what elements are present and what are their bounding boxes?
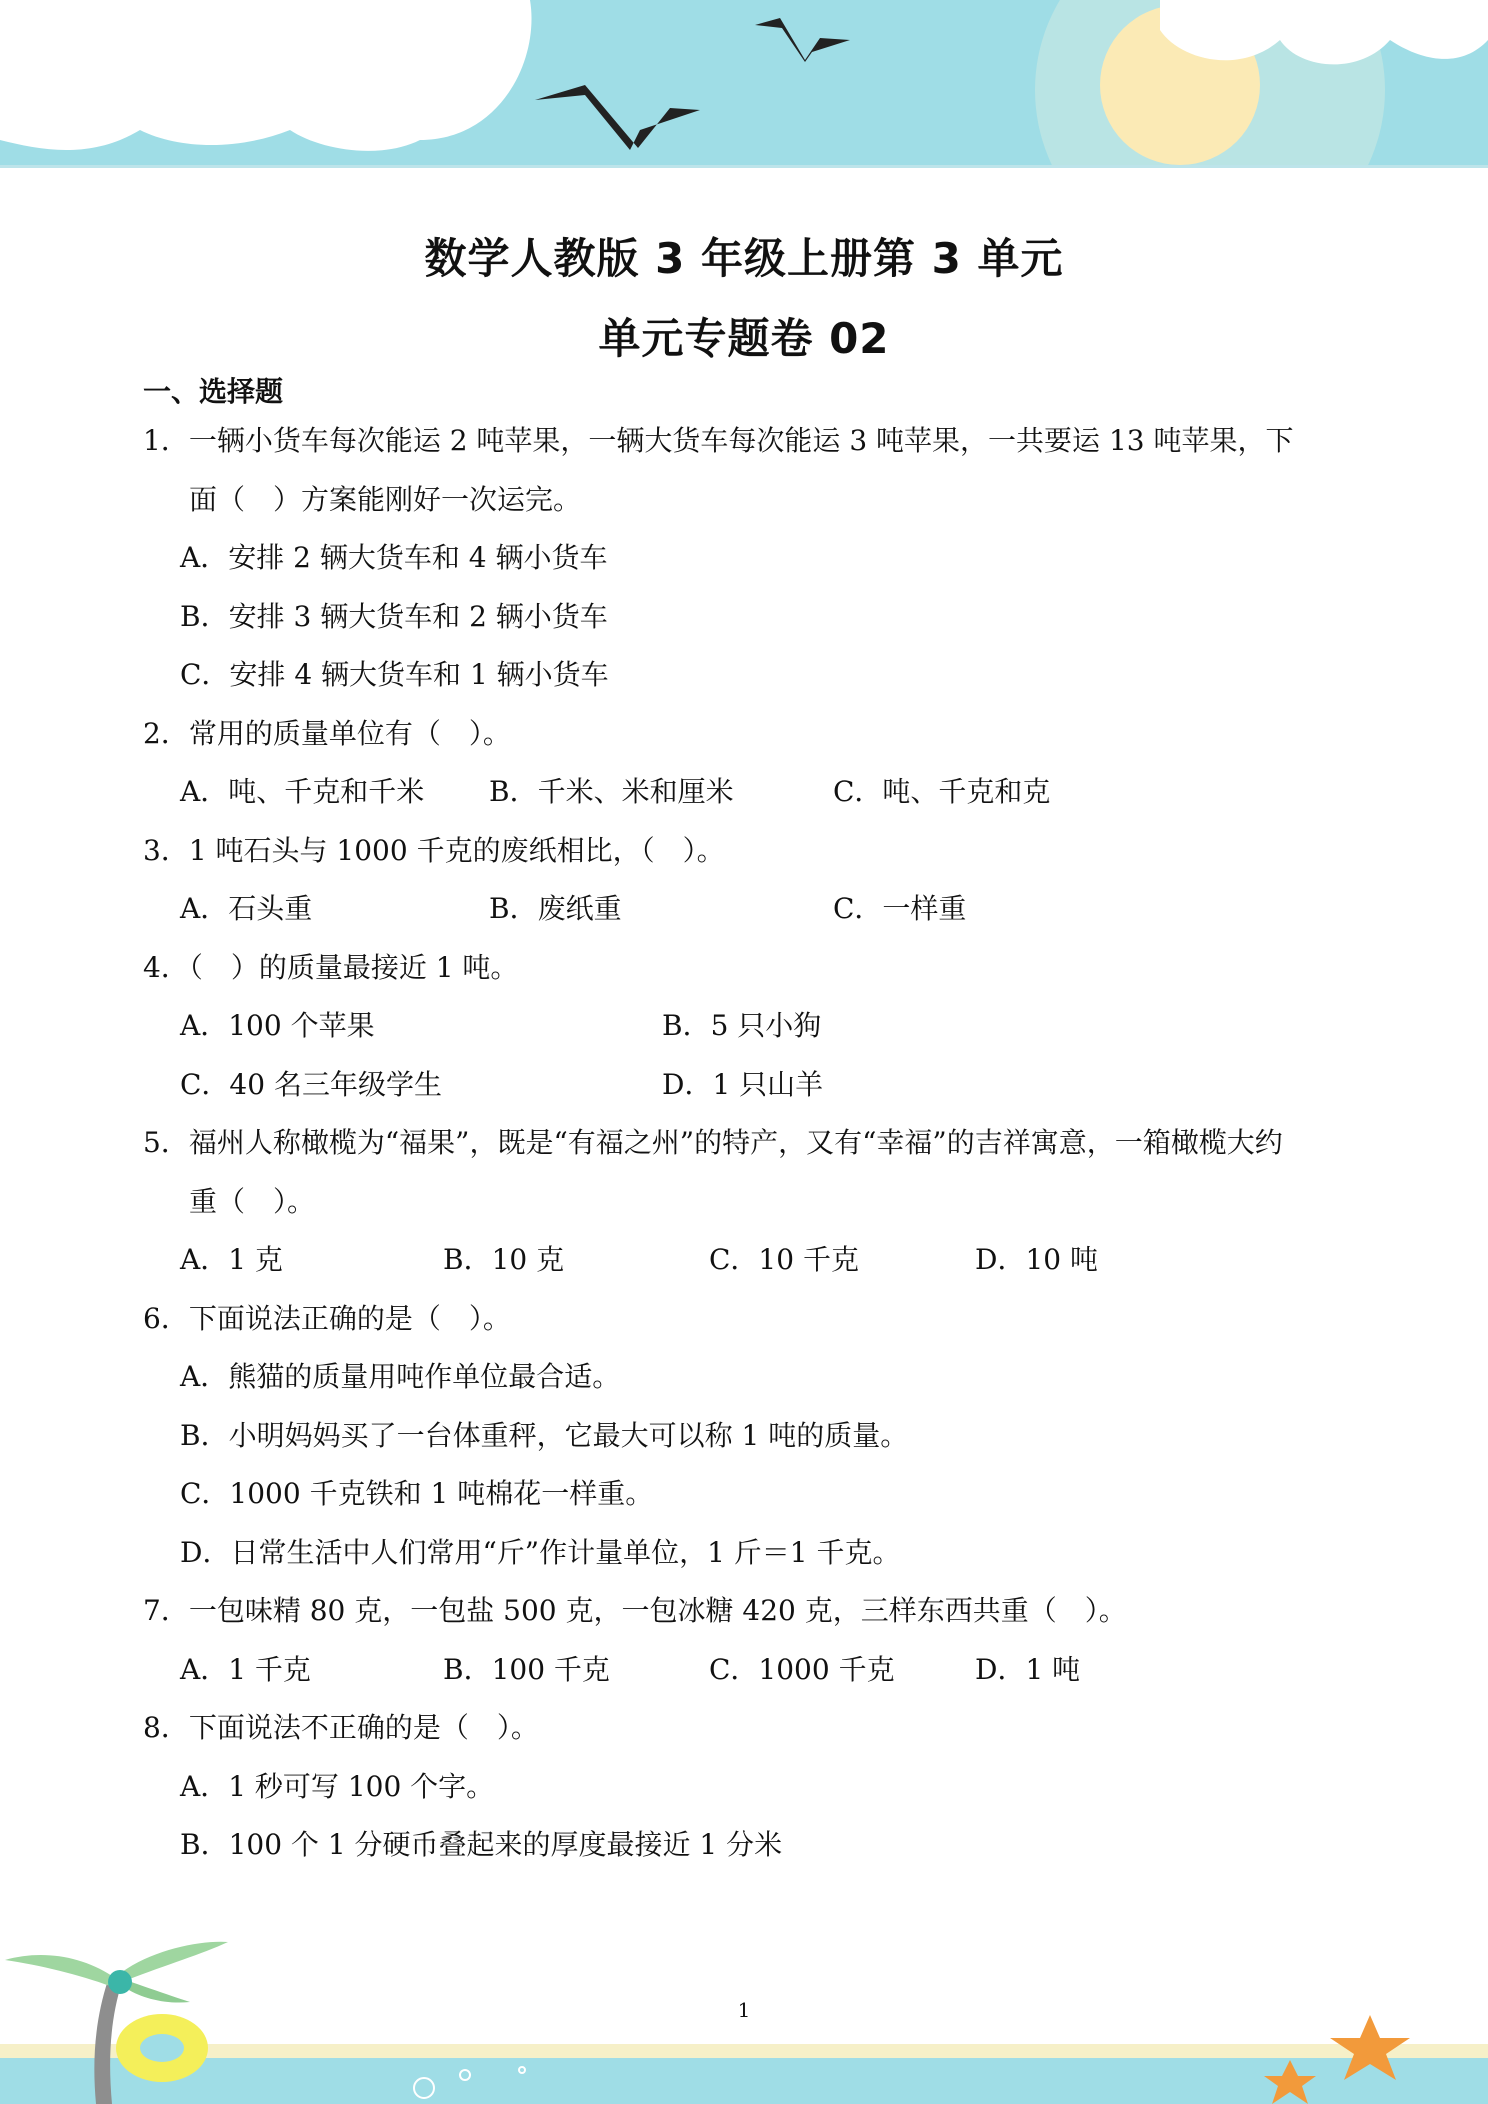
- question-7-stem: 7．一包味精 80 克，一包盐 500 克，一包冰糖 420 克，三样东西共重（ ）。: [143, 1594, 1127, 1627]
- header-decoration: [0, 0, 1488, 168]
- cloud-decoration-right: [1160, 0, 1488, 64]
- question-5-stem: 5．福州人称橄榄为“福果”，既是“有福之州”的特产，又有“幸福”的吉祥寓意，一箱橄榄大约: [143, 1126, 1283, 1159]
- question-2-stem: 2．常用的质量单位有（ ）。: [143, 716, 511, 750]
- question-4-options-row1: [143, 997, 1353, 1056]
- question-7-option-b: B．100 千克: [443, 1652, 610, 1686]
- question-3-option-a: A．石头重: [180, 892, 313, 925]
- question-6-stem: 6．下面说法正确的是（ ）。: [143, 1301, 511, 1335]
- question-5-option-d: D．10 吨: [975, 1243, 1098, 1276]
- question-7-option-c: C．1000 千克: [709, 1652, 895, 1686]
- question-3-options: [143, 880, 1353, 939]
- question-2-option-a: A．吨、千克和千米: [180, 775, 425, 808]
- question-4-option-a: A．100 个苹果: [180, 1009, 375, 1042]
- question-7-options: [143, 1641, 1353, 1700]
- question-5-option-a: A．1 克: [180, 1243, 283, 1276]
- question-6-option-a: A．熊猫的质量用吨作单位最合适。: [180, 1360, 621, 1393]
- question-2-option-c: C．吨、千克和克: [833, 775, 1051, 808]
- question-5-options: [143, 1231, 1353, 1290]
- document-title: 数学人教版 3 年级上册第 3 单元: [424, 234, 1064, 283]
- question-1-option-c: C．安排 4 辆大货车和 1 辆小货车: [180, 658, 609, 691]
- question-4-option-d: D．1 只山羊: [662, 1067, 824, 1101]
- question-4-option-b: B．5 只小狗: [662, 1009, 822, 1042]
- question-3-stem: 3．1 吨石头与 1000 千克的废纸相比，（ ）。: [143, 833, 725, 867]
- document-subtitle: 单元专题卷 02: [598, 314, 890, 363]
- question-7-option-a: A．1 千克: [180, 1652, 311, 1686]
- question-5-option-b: B．10 克: [443, 1243, 565, 1276]
- page-number: 1: [737, 1998, 751, 2022]
- question-3-option-c: C．一样重: [833, 892, 967, 925]
- question-1-option-a: A．安排 2 辆大货车和 4 辆小货车: [180, 541, 608, 574]
- question-6-option-c: C．1000 千克铁和 1 吨棉花一样重。: [180, 1477, 654, 1510]
- question-4-options-row2: [143, 1056, 1353, 1115]
- question-4-option-c: C．40 名三年级学生: [180, 1067, 442, 1101]
- float-ring-icon: [116, 2014, 208, 2082]
- question-1-option-b: B．安排 3 辆大货车和 2 辆小货车: [180, 599, 608, 633]
- question-5-option-c: C．10 千克: [709, 1243, 859, 1276]
- question-6-option-b: B．小明妈妈买了一台体重秤，它最大可以称 1 吨的质量。: [180, 1418, 909, 1452]
- question-5-stem-cont: 重（ ）。: [189, 1184, 316, 1218]
- question-8-option-a: A．1 秒可写 100 个字。: [180, 1769, 495, 1803]
- question-1-stem-cont: 面（ ）方案能刚好一次运完。: [189, 482, 582, 516]
- question-6-option-d: D．日常生活中人们常用“斤”作计量单位，1 斤＝1 千克。: [180, 1535, 901, 1569]
- question-4-stem: 4．（ ）的质量最接近 1 吨。: [143, 950, 519, 984]
- question-2-options: [143, 763, 1353, 822]
- question-8-option-b: B．100 个 1 分硬币叠起来的厚度最接近 1 分米: [180, 1828, 783, 1861]
- question-7-option-d: D．1 吨: [975, 1652, 1081, 1686]
- question-1-stem: 1．一辆小货车每次能运 2 吨苹果，一辆大货车每次能运 3 吨苹果，一共要运 13 吨苹果，下: [143, 424, 1294, 457]
- cloud-decoration-left: [0, 0, 532, 151]
- footer-decoration: [0, 1920, 1488, 2104]
- question-2-option-b: B．千米、米和厘米: [489, 775, 734, 808]
- section-heading: 一、选择题: [143, 375, 284, 408]
- question-8-stem: 8．下面说法不正确的是（ ）。: [143, 1711, 539, 1744]
- question-3-option-b: B．废纸重: [489, 892, 622, 925]
- question-list: [143, 412, 1353, 1875]
